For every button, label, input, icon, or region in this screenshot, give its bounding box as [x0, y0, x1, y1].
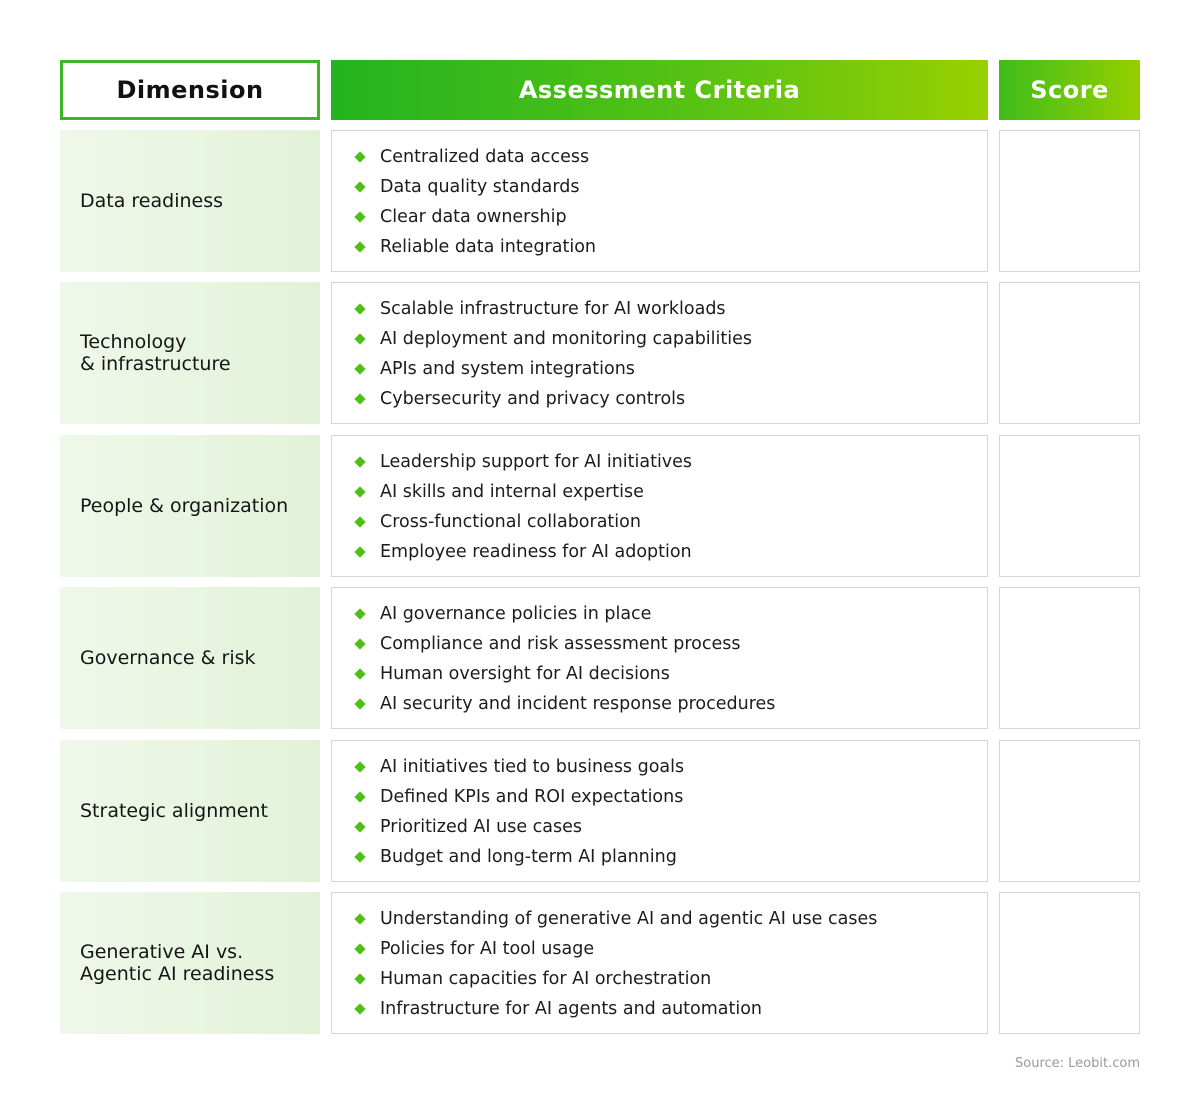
criteria-cell — [331, 892, 988, 1034]
criteria-text: Data quality standards — [380, 177, 580, 197]
criteria-item — [354, 629, 775, 659]
dimension-cell: Generative AI vs. Agentic AI readiness — [60, 892, 320, 1034]
criteria-cell — [331, 740, 988, 882]
diamond-bullet-icon — [354, 151, 365, 162]
diamond-bullet-icon — [354, 973, 365, 984]
diamond-bullet-icon — [354, 608, 365, 619]
criteria-item — [354, 202, 596, 232]
diamond-bullet-icon — [354, 638, 365, 649]
dimension-cell: Technology & infrastructure — [60, 282, 320, 424]
diamond-bullet-icon — [354, 698, 365, 709]
criteria-item — [354, 964, 877, 994]
criteria-item — [354, 994, 877, 1024]
criteria-item — [354, 537, 692, 567]
criteria-text: Clear data ownership — [380, 207, 567, 227]
criteria-item — [354, 599, 775, 629]
diamond-bullet-icon — [354, 241, 365, 252]
criteria-text: Leadership support for AI initiatives — [380, 452, 693, 472]
diamond-bullet-icon — [354, 333, 365, 344]
criteria-text: Policies for AI tool usage — [380, 939, 595, 959]
criteria-list — [354, 142, 596, 262]
score-cell — [999, 587, 1140, 729]
criteria-text: AI initiatives tied to business goals — [380, 757, 685, 777]
diamond-bullet-icon — [354, 668, 365, 679]
score-cell — [999, 130, 1140, 272]
diamond-bullet-icon — [354, 546, 365, 557]
score-cell — [999, 435, 1140, 577]
criteria-item — [354, 934, 877, 964]
header-dimension: Dimension — [60, 60, 320, 120]
criteria-text: AI deployment and monitoring capabilities — [380, 329, 752, 349]
criteria-text: Cybersecurity and privacy controls — [380, 389, 686, 409]
diamond-bullet-icon — [354, 303, 365, 314]
dimension-cell: Data readiness — [60, 130, 320, 272]
diamond-bullet-icon — [354, 486, 365, 497]
diamond-bullet-icon — [354, 913, 365, 924]
criteria-item — [354, 294, 752, 324]
score-cell — [999, 892, 1140, 1034]
criteria-item — [354, 447, 692, 477]
dimension-cell: Governance & risk — [60, 587, 320, 729]
criteria-item — [354, 477, 692, 507]
criteria-text: Human oversight for AI decisions — [380, 664, 670, 684]
criteria-text: APIs and system integrations — [380, 359, 635, 379]
criteria-text: Centralized data access — [380, 147, 590, 167]
diamond-bullet-icon — [354, 851, 365, 862]
criteria-text: Reliable data integration — [380, 237, 596, 257]
criteria-text: Prioritized AI use cases — [380, 817, 582, 837]
criteria-item — [354, 354, 752, 384]
diamond-bullet-icon — [354, 181, 365, 192]
diamond-bullet-icon — [354, 791, 365, 802]
criteria-cell — [331, 130, 988, 272]
criteria-text: Budget and long-term AI planning — [380, 847, 677, 867]
criteria-text: Scalable infrastructure for AI workloads — [380, 299, 726, 319]
criteria-text: Compliance and risk assessment process — [380, 634, 741, 654]
criteria-item — [354, 752, 684, 782]
criteria-list — [354, 752, 684, 872]
criteria-item — [354, 904, 877, 934]
criteria-text: Employee readiness for AI adoption — [380, 542, 692, 562]
criteria-list — [354, 294, 752, 414]
criteria-list — [354, 599, 775, 719]
criteria-cell — [331, 587, 988, 729]
criteria-text: Human capacities for AI orchestration — [380, 969, 712, 989]
criteria-text: Infrastructure for AI agents and automation — [380, 999, 763, 1019]
criteria-item — [354, 842, 684, 872]
source-credit: Source: Leobit.com — [1015, 1056, 1140, 1071]
header-score: Score — [999, 60, 1140, 120]
criteria-text: Defined KPIs and ROI expectations — [380, 787, 684, 807]
criteria-item — [354, 172, 596, 202]
criteria-item — [354, 324, 752, 354]
diamond-bullet-icon — [354, 211, 365, 222]
diamond-bullet-icon — [354, 1003, 365, 1014]
score-cell — [999, 740, 1140, 882]
criteria-text: AI governance policies in place — [380, 604, 652, 624]
criteria-item — [354, 232, 596, 262]
criteria-item — [354, 384, 752, 414]
criteria-item — [354, 659, 775, 689]
criteria-cell — [331, 435, 988, 577]
dimension-cell: People & organization — [60, 435, 320, 577]
diamond-bullet-icon — [354, 943, 365, 954]
criteria-list — [354, 447, 692, 567]
criteria-item — [354, 689, 775, 719]
diamond-bullet-icon — [354, 363, 365, 374]
criteria-item — [354, 507, 692, 537]
criteria-text: AI skills and internal expertise — [380, 482, 644, 502]
score-cell — [999, 282, 1140, 424]
criteria-text: Understanding of generative AI and agentic AI use cases — [380, 909, 878, 929]
diamond-bullet-icon — [354, 456, 365, 467]
criteria-text: AI security and incident response procedures — [380, 694, 776, 714]
criteria-cell — [331, 282, 988, 424]
diamond-bullet-icon — [354, 516, 365, 527]
criteria-item — [354, 812, 684, 842]
criteria-item — [354, 142, 596, 172]
diamond-bullet-icon — [354, 761, 365, 772]
diamond-bullet-icon — [354, 821, 365, 832]
header-assessment-criteria: Assessment Criteria — [331, 60, 988, 120]
criteria-item — [354, 782, 684, 812]
diamond-bullet-icon — [354, 393, 365, 404]
dimension-cell: Strategic alignment — [60, 740, 320, 882]
criteria-list — [354, 904, 877, 1024]
criteria-text: Cross-functional collaboration — [380, 512, 641, 532]
